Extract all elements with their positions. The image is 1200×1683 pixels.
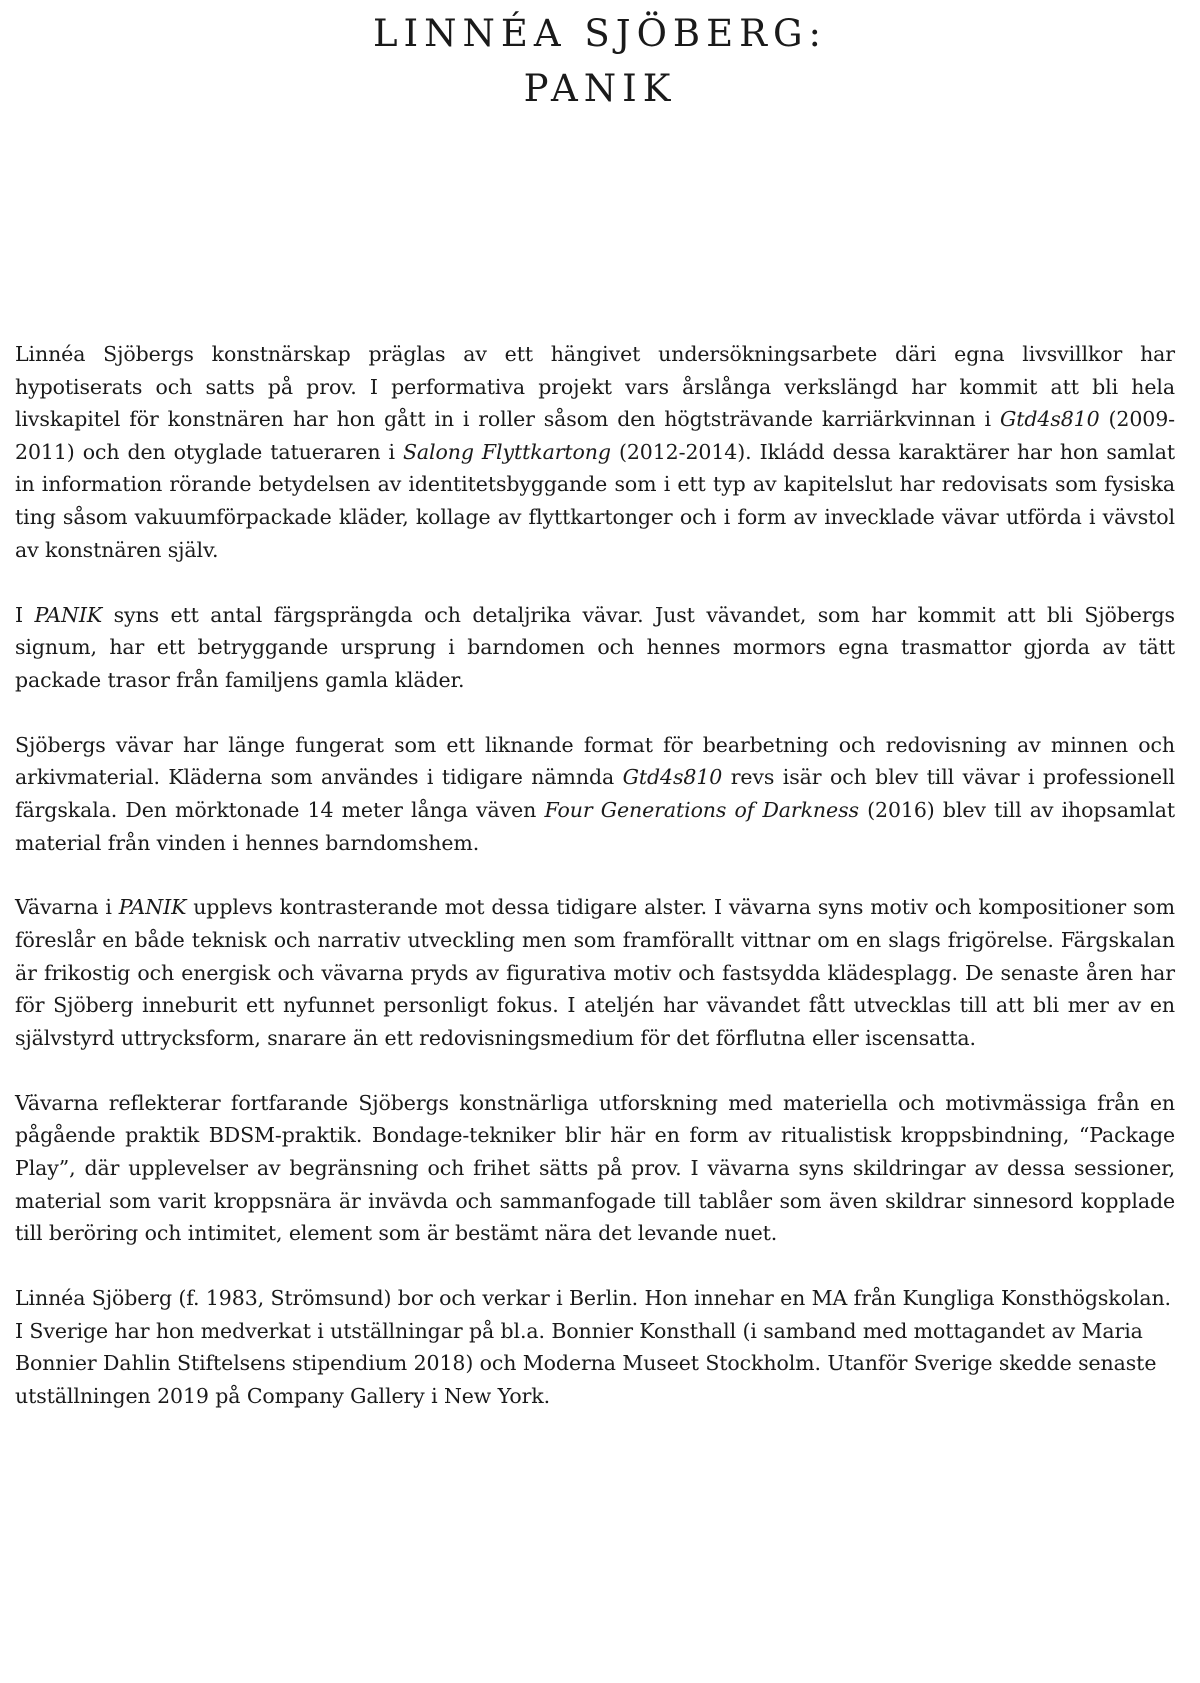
work-title: PANIK — [34, 602, 103, 627]
paragraph-text: (2016) blev till av ihopsamlat material från vinden i hennes barndomshem. — [15, 797, 1175, 855]
paragraph-5 — [15, 1087, 1175, 1250]
paragraph-6 — [15, 1282, 1175, 1412]
paragraph-1 — [15, 338, 1175, 566]
paragraph-3 — [15, 729, 1175, 859]
work-title: Four Generations of Darkness — [544, 797, 859, 822]
document-title — [0, 6, 1200, 116]
paragraph-text: Linnéa Sjöberg (f. 1983, Strömsund) bor och verkar i Berlin. Hon innehar en MA från Kungliga Konsthögskolan. I Sverige har hon medverkat i utställningar på bl.a. Bonnier Konsthall (i samband med mottagandet av Maria Bonnier Dahlin Stiftelsens stipendium 2018) och Moderna Museet Stockholm. Utanför Sverige skedde senaste utställningen 2019 på Company Gallery i New York. — [15, 1286, 1171, 1408]
paragraph-text: revs isär och blev till vävar i professionell färgskala. Den mörktonade 14 meter långa väven — [15, 765, 1175, 822]
paragraph-text: Vävarna reflekterar fortfarande Sjöbergs konstnärliga utforskning med materiella och motivmässiga från en pågående praktik BDSM-praktik. Bondage-tekniker blir här en form av ritualistisk kroppsbindning, “Package Play”, där upplevelser av begränsning och frihet sätts på prov. I vävarna syns skildringar av dessa sessioner, material som varit kroppsnära är invävda och sammanfogade till tablåer som även skildrar sinnesord kopplade till beröring och intimitet, element som är bestämt nära det levande nuet. — [15, 1090, 1175, 1246]
paragraph-text: (2012-2014). Ikládd dessa karaktärer har hon samlat in information rörande betydelsen av identitetsbyggande som i ett typ av kapitelslut har redovisats som fysiska ting såsom vakuumförpackade kläder, kollage av flyttkartonger och i form av invecklade vävar utförda i vävstol av konstnären själv. — [15, 439, 1175, 562]
paragraph-text: Linnéa Sjöbergs konstnärskap präglas av ett hängivet undersökningsarbete däri egna livsvillkor har hypotiserats och satts på prov. I performativa projekt vars årslånga verkslängd har kommit att bli hela livskapitel för konstnären har hon gått in i roller såsom den högtsträvande karriärkvinnan i — [15, 342, 1175, 432]
press-text-body — [15, 338, 1175, 1413]
paragraph-2 — [15, 599, 1175, 697]
work-title: Gtd4s810 — [622, 765, 723, 790]
paragraph-text: syns ett antal färgsprängda och detaljrika vävar. Just vävandet, som har kommit att bli Sjöbergs signum, har ett betryggande ursprung i barndomen och hennes mormors egna trasmattor gjorda av tätt packade trasor från familjens gamla kläder. — [15, 602, 1175, 692]
paragraph-text: I — [15, 602, 35, 627]
paragraph-text: Vävarna i — [15, 895, 119, 920]
paragraph-4 — [15, 891, 1175, 1054]
paragraph-text: (2009-2011) och den otyglade tatueraren i — [15, 407, 1175, 464]
work-title: Gtd4s810 — [999, 407, 1100, 432]
paragraph-text: Sjöbergs vävar har länge fungerat som ett liknande format för bearbetning och redovisning av minnen och arkivmaterial. Kläderna som användes i tidigare nämnda — [15, 732, 1175, 790]
title-exhibition-name: PANIK — [523, 67, 677, 110]
paragraph-text: upplevs kontrasterande mot dessa tidigare alster. I vävarna syns motiv och kompositioner som föreslår en både teknisk och narrativ utveckling men som framförallt vittnar om en slags frigörelse. Färgskalan är frikostig och energisk och vävarna pryds av figurativa motiv och fastsydda klädesplagg. De senaste åren har för Sjöberg inneburit ett nyfunnet personligt fokus. I ateljén har vävandet fått utvecklas till att bli mer av en självstyrd uttrycksform, snarare än ett redovisningsmedium för det förflutna eller iscensatta. — [15, 895, 1175, 1050]
title-artist-name: LINNÉA SJÖBERG: — [372, 12, 828, 55]
work-title: Salong Flyttkartong — [402, 439, 611, 464]
work-title: PANIK — [118, 895, 187, 920]
